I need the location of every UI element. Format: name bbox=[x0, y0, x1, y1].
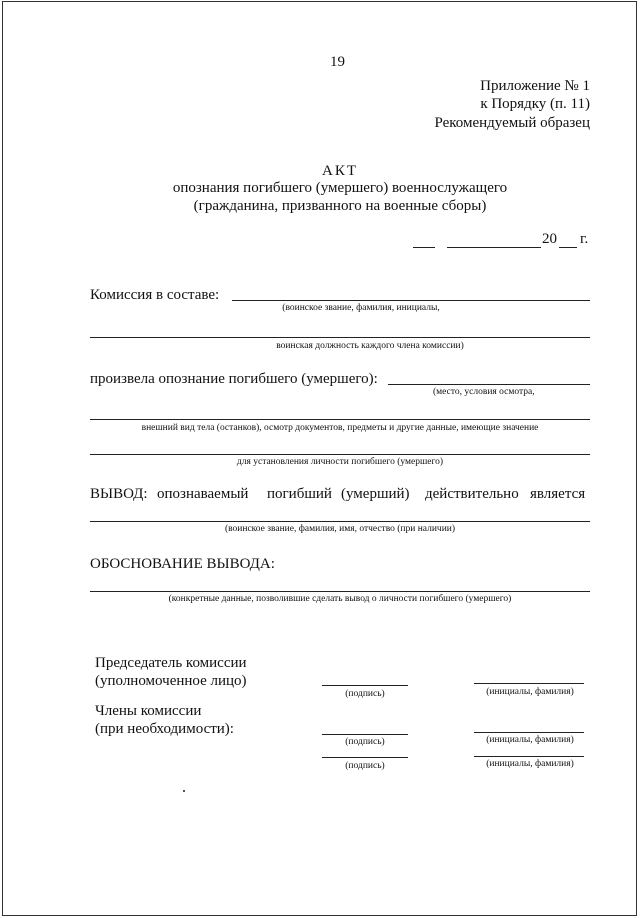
page-number: 19 bbox=[330, 54, 345, 70]
conclusion-word-3: погибший bbox=[267, 486, 332, 502]
commission-fill-line-2 bbox=[90, 337, 590, 338]
commission-fill-line-1 bbox=[232, 300, 590, 301]
member-2-initials-line bbox=[474, 756, 584, 757]
chair-label-line-1: Председатель комиссии bbox=[95, 655, 247, 671]
date-day-line bbox=[413, 247, 435, 248]
date-month-line bbox=[447, 247, 541, 248]
commission-hint-2: воинская должность каждого члена комиссии) bbox=[276, 341, 464, 351]
chair-initials-line bbox=[474, 683, 584, 684]
chair-initials-hint: (инициалы, фамилия) bbox=[486, 687, 574, 697]
member-2-initials-hint: (инициалы, фамилия) bbox=[486, 759, 574, 769]
conclusion-fill-line bbox=[90, 521, 590, 522]
conclusion-word-4: (умерший) bbox=[341, 486, 410, 502]
identification-fill-line-3 bbox=[90, 454, 590, 455]
conclusion-word-6: является bbox=[530, 486, 586, 502]
member-1-initials-line bbox=[474, 732, 584, 733]
identification-label: произвела опознание погибшего (умершего): bbox=[90, 371, 378, 387]
appendix-label: Приложение № 1 bbox=[480, 78, 590, 94]
justification-fill-line bbox=[90, 591, 590, 592]
document-title: АКТ bbox=[322, 163, 358, 179]
conclusion-hint: (воинское звание, фамилия, имя, отчество (при наличии) bbox=[224, 524, 456, 534]
conclusion-word-5: действительно bbox=[425, 486, 519, 502]
member-2-signature-line bbox=[322, 757, 408, 758]
member-1-signature-hint: (подпись) bbox=[345, 737, 385, 747]
conclusion-word-2: опознаваемый bbox=[157, 486, 249, 502]
title-line-2: (гражданина, призванного на военные сборы) bbox=[193, 198, 487, 214]
justification-hint: (конкретные данные, позволившие сделать вывод о личности погибшего (умершего) bbox=[168, 594, 512, 604]
commission-hint-1: (воинское звание, фамилия, инициалы, bbox=[282, 303, 440, 313]
chair-signature-hint: (подпись) bbox=[345, 689, 385, 699]
identification-hint-1: (место, условия осмотра, bbox=[433, 387, 535, 397]
identification-fill-line-1 bbox=[388, 384, 590, 385]
members-label-line-2: (при необходимости): bbox=[95, 721, 234, 737]
identification-hint-2: внешний вид тела (останков), осмотр документов, предметы и другие данные, имеющие значение bbox=[141, 423, 539, 433]
justification-label: ОБОСНОВАНИЕ ВЫВОДА: bbox=[90, 556, 275, 572]
chair-label-line-2: (уполномоченное лицо) bbox=[95, 673, 247, 689]
identification-fill-line-2 bbox=[90, 419, 590, 420]
conclusion-word-1: ВЫВОД: bbox=[90, 486, 148, 502]
member-1-signature-line bbox=[322, 734, 408, 735]
title-line-1: опознания погибшего (умершего) военнослужащего bbox=[172, 180, 508, 196]
member-1-initials-hint: (инициалы, фамилия) bbox=[486, 735, 574, 745]
commission-label: Комиссия в составе: bbox=[90, 287, 220, 303]
date-year-line bbox=[559, 247, 577, 248]
members-label-line-1: Члены комиссии bbox=[95, 703, 202, 719]
identification-hint-3: для установления личности погибшего (умершего) bbox=[236, 457, 444, 467]
date-year-prefix: 20 bbox=[542, 231, 557, 247]
member-2-signature-hint: (подпись) bbox=[345, 761, 385, 771]
scan-speck bbox=[183, 790, 185, 792]
date-year-suffix: г. bbox=[580, 231, 589, 247]
sample-note: Рекомендуемый образец bbox=[434, 115, 590, 131]
chair-signature-line bbox=[322, 685, 408, 686]
order-reference: к Порядку (п. 11) bbox=[480, 96, 590, 112]
